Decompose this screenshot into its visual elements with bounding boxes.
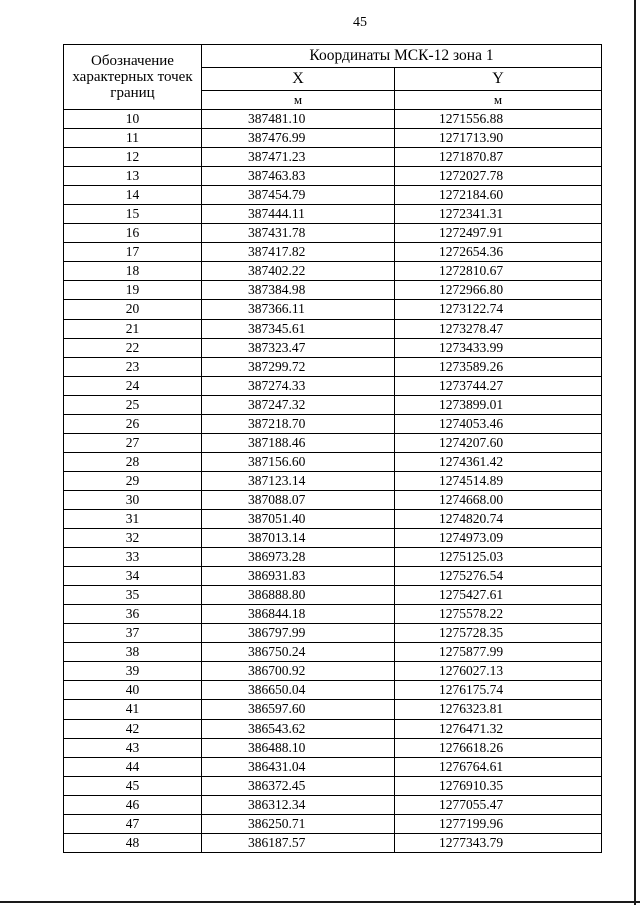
x-coordinate-cell: 386187.57 xyxy=(202,833,395,852)
table-row xyxy=(64,338,602,357)
table-row xyxy=(64,205,602,224)
table-row xyxy=(64,376,602,395)
point-number-cell: 38 xyxy=(64,643,202,662)
point-number-cell: 25 xyxy=(64,395,202,414)
x-coordinate-cell: 387299.72 xyxy=(202,357,395,376)
y-coordinate-cell: 1276764.61 xyxy=(395,757,602,776)
x-coordinate-cell: 387274.33 xyxy=(202,376,395,395)
x-coordinate-cell: 386844.18 xyxy=(202,605,395,624)
x-coordinate-cell: 387444.11 xyxy=(202,205,395,224)
point-number-cell: 42 xyxy=(64,719,202,738)
table-row xyxy=(64,186,602,205)
x-coordinate-cell: 387471.23 xyxy=(202,148,395,167)
x-coordinate-cell: 387051.40 xyxy=(202,509,395,528)
coordinates-table xyxy=(63,44,602,853)
point-number-cell: 24 xyxy=(64,376,202,395)
x-coordinate-cell: 387323.47 xyxy=(202,338,395,357)
point-number-cell: 22 xyxy=(64,338,202,357)
x-coordinate-cell: 386488.10 xyxy=(202,738,395,757)
table-row xyxy=(64,490,602,509)
table-row xyxy=(64,548,602,567)
x-coordinate-cell: 386650.04 xyxy=(202,681,395,700)
table-row xyxy=(64,624,602,643)
coordinates-group-header: Координаты МСК-12 зона 1 xyxy=(202,45,602,68)
x-coordinate-cell: 387247.32 xyxy=(202,395,395,414)
x-coordinate-cell: 386797.99 xyxy=(202,624,395,643)
table-row xyxy=(64,300,602,319)
x-coordinate-cell: 386931.83 xyxy=(202,567,395,586)
point-number-cell: 41 xyxy=(64,700,202,719)
table-row xyxy=(64,281,602,300)
x-coordinate-cell: 387088.07 xyxy=(202,490,395,509)
table-row xyxy=(64,662,602,681)
y-column-header: Y xyxy=(395,68,602,91)
point-number-cell: 11 xyxy=(64,129,202,148)
x-coordinate-cell: 386700.92 xyxy=(202,662,395,681)
table-row xyxy=(64,129,602,148)
y-coordinate-cell: 1272497.91 xyxy=(395,224,602,243)
table-row xyxy=(64,110,602,129)
y-coordinate-cell: 1274207.60 xyxy=(395,433,602,452)
y-coordinate-cell: 1276910.35 xyxy=(395,776,602,795)
y-coordinate-cell: 1274973.09 xyxy=(395,529,602,548)
table-row xyxy=(64,757,602,776)
point-number-cell: 19 xyxy=(64,281,202,300)
table-row xyxy=(64,833,602,852)
point-number-cell: 17 xyxy=(64,243,202,262)
y-coordinate-cell: 1272027.78 xyxy=(395,167,602,186)
y-coordinate-cell: 1272341.31 xyxy=(395,205,602,224)
x-unit-label: м xyxy=(202,91,395,110)
page-number: 45 xyxy=(353,15,367,30)
point-number-cell: 12 xyxy=(64,148,202,167)
y-coordinate-cell: 1273433.99 xyxy=(395,338,602,357)
point-number-cell: 45 xyxy=(64,776,202,795)
x-coordinate-cell: 387384.98 xyxy=(202,281,395,300)
table-row xyxy=(64,814,602,833)
x-coordinate-cell: 386372.45 xyxy=(202,776,395,795)
table-row xyxy=(64,433,602,452)
y-coordinate-cell: 1273899.01 xyxy=(395,395,602,414)
x-coordinate-cell: 387013.14 xyxy=(202,529,395,548)
point-number-cell: 47 xyxy=(64,814,202,833)
x-coordinate-cell: 387402.22 xyxy=(202,262,395,281)
table-row xyxy=(64,529,602,548)
table-row xyxy=(64,243,602,262)
x-coordinate-cell: 386250.71 xyxy=(202,814,395,833)
table-row xyxy=(64,262,602,281)
x-coordinate-cell: 386597.60 xyxy=(202,700,395,719)
x-coordinate-cell: 386973.28 xyxy=(202,548,395,567)
table-row xyxy=(64,357,602,376)
table-row xyxy=(64,509,602,528)
point-number-cell: 46 xyxy=(64,795,202,814)
point-number-cell: 30 xyxy=(64,490,202,509)
point-number-cell: 20 xyxy=(64,300,202,319)
x-coordinate-cell: 387463.83 xyxy=(202,167,395,186)
y-coordinate-cell: 1273744.27 xyxy=(395,376,602,395)
point-number-cell: 27 xyxy=(64,433,202,452)
y-coordinate-cell: 1273589.26 xyxy=(395,357,602,376)
y-coordinate-cell: 1276323.81 xyxy=(395,700,602,719)
point-number-cell: 26 xyxy=(64,414,202,433)
point-number-cell: 15 xyxy=(64,205,202,224)
table-row xyxy=(64,224,602,243)
point-number-cell: 29 xyxy=(64,471,202,490)
y-coordinate-cell: 1275276.54 xyxy=(395,567,602,586)
x-column-header: X xyxy=(202,68,395,91)
y-coordinate-cell: 1275427.61 xyxy=(395,586,602,605)
y-coordinate-cell: 1271870.87 xyxy=(395,148,602,167)
point-number-cell: 14 xyxy=(64,186,202,205)
point-number-cell: 13 xyxy=(64,167,202,186)
y-coordinate-cell: 1274361.42 xyxy=(395,452,602,471)
table-row xyxy=(64,700,602,719)
table-row xyxy=(64,567,602,586)
x-coordinate-cell: 387366.11 xyxy=(202,300,395,319)
point-number-cell: 16 xyxy=(64,224,202,243)
x-coordinate-cell: 387417.82 xyxy=(202,243,395,262)
x-coordinate-cell: 387156.60 xyxy=(202,452,395,471)
y-coordinate-cell: 1274668.00 xyxy=(395,490,602,509)
y-coordinate-cell: 1277199.96 xyxy=(395,814,602,833)
point-number-cell: 40 xyxy=(64,681,202,700)
point-number-cell: 37 xyxy=(64,624,202,643)
y-coordinate-cell: 1277343.79 xyxy=(395,833,602,852)
y-coordinate-cell: 1274820.74 xyxy=(395,509,602,528)
x-coordinate-cell: 386431.04 xyxy=(202,757,395,776)
y-coordinate-cell: 1272810.67 xyxy=(395,262,602,281)
x-coordinate-cell: 387123.14 xyxy=(202,471,395,490)
table-row xyxy=(64,167,602,186)
point-number-cell: 28 xyxy=(64,452,202,471)
table-row xyxy=(64,776,602,795)
y-coordinate-cell: 1274514.89 xyxy=(395,471,602,490)
x-coordinate-cell: 386750.24 xyxy=(202,643,395,662)
point-number-cell: 10 xyxy=(64,110,202,129)
y-coordinate-cell: 1275728.35 xyxy=(395,624,602,643)
y-coordinate-cell: 1277055.47 xyxy=(395,795,602,814)
x-coordinate-cell: 387345.61 xyxy=(202,319,395,338)
x-coordinate-cell: 386312.34 xyxy=(202,795,395,814)
point-number-cell: 36 xyxy=(64,605,202,624)
y-coordinate-cell: 1271556.88 xyxy=(395,110,602,129)
point-number-cell: 34 xyxy=(64,567,202,586)
y-coordinate-cell: 1275125.03 xyxy=(395,548,602,567)
table-body xyxy=(64,110,602,853)
table-row xyxy=(64,395,602,414)
y-coordinate-cell: 1275877.99 xyxy=(395,643,602,662)
y-coordinate-cell: 1276027.13 xyxy=(395,662,602,681)
table-row xyxy=(64,586,602,605)
point-number-cell: 31 xyxy=(64,509,202,528)
x-coordinate-cell: 387431.78 xyxy=(202,224,395,243)
table-row xyxy=(64,452,602,471)
y-coordinate-cell: 1275578.22 xyxy=(395,605,602,624)
y-coordinate-cell: 1276471.32 xyxy=(395,719,602,738)
x-coordinate-cell: 386543.62 xyxy=(202,719,395,738)
y-coordinate-cell: 1272654.36 xyxy=(395,243,602,262)
x-coordinate-cell: 387188.46 xyxy=(202,433,395,452)
table-row xyxy=(64,643,602,662)
point-number-cell: 35 xyxy=(64,586,202,605)
page-edge-bottom xyxy=(0,901,640,903)
point-designation-header: Обозначение характерных точек границ xyxy=(64,45,202,110)
point-number-cell: 33 xyxy=(64,548,202,567)
table-row xyxy=(64,795,602,814)
page-edge-right xyxy=(634,0,636,905)
point-number-cell: 23 xyxy=(64,357,202,376)
table-row xyxy=(64,414,602,433)
point-number-cell: 43 xyxy=(64,738,202,757)
table-row xyxy=(64,738,602,757)
y-coordinate-cell: 1272966.80 xyxy=(395,281,602,300)
y-coordinate-cell: 1273278.47 xyxy=(395,319,602,338)
table-row xyxy=(64,719,602,738)
table-row xyxy=(64,319,602,338)
y-unit-label: м xyxy=(395,91,602,110)
point-number-cell: 39 xyxy=(64,662,202,681)
y-coordinate-cell: 1271713.90 xyxy=(395,129,602,148)
table-row xyxy=(64,148,602,167)
table-row xyxy=(64,471,602,490)
y-coordinate-cell: 1273122.74 xyxy=(395,300,602,319)
x-coordinate-cell: 387476.99 xyxy=(202,129,395,148)
point-number-cell: 21 xyxy=(64,319,202,338)
table-row xyxy=(64,681,602,700)
y-coordinate-cell: 1276618.26 xyxy=(395,738,602,757)
y-coordinate-cell: 1274053.46 xyxy=(395,414,602,433)
y-coordinate-cell: 1276175.74 xyxy=(395,681,602,700)
x-coordinate-cell: 387454.79 xyxy=(202,186,395,205)
x-coordinate-cell: 386888.80 xyxy=(202,586,395,605)
x-coordinate-cell: 387218.70 xyxy=(202,414,395,433)
y-coordinate-cell: 1272184.60 xyxy=(395,186,602,205)
point-number-cell: 18 xyxy=(64,262,202,281)
point-number-cell: 44 xyxy=(64,757,202,776)
x-coordinate-cell: 387481.10 xyxy=(202,110,395,129)
point-number-cell: 32 xyxy=(64,529,202,548)
point-number-cell: 48 xyxy=(64,833,202,852)
table-row xyxy=(64,605,602,624)
